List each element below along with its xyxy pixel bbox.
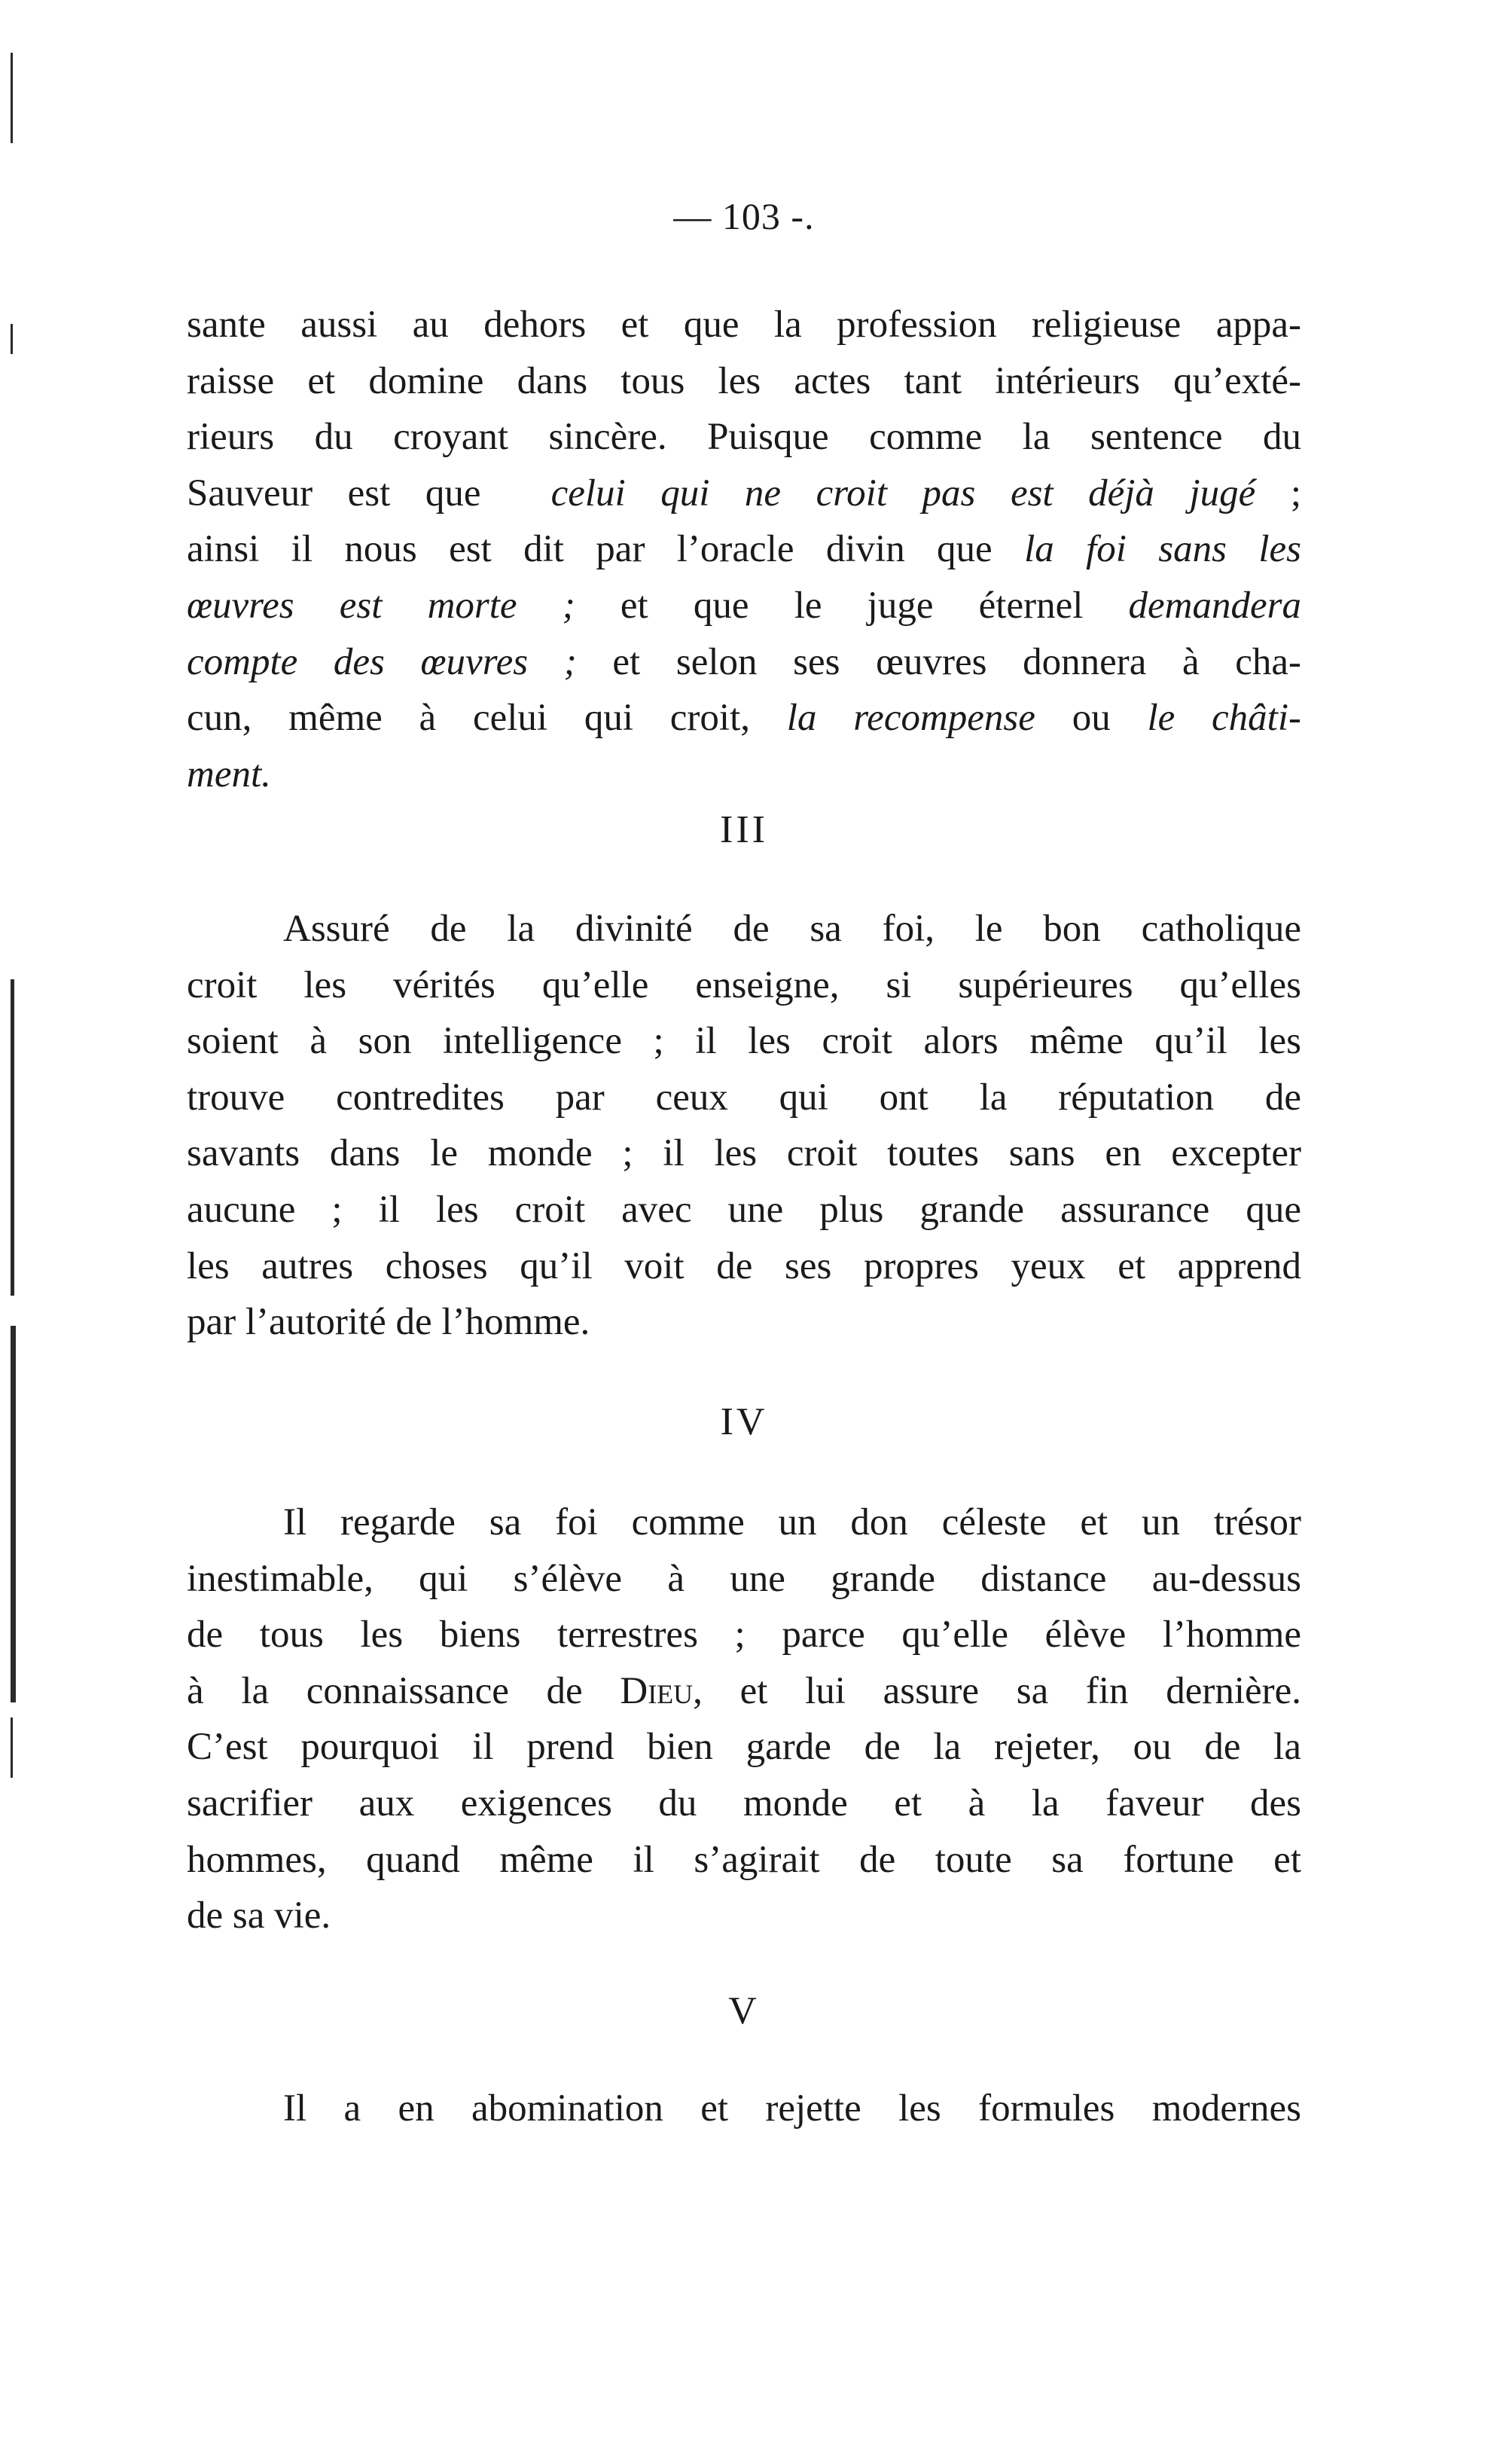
- text-line: compte des œuvres ; et selon ses œuvres donnera à cha-: [187, 640, 1302, 683]
- text-line: soient à son intelligence ; il les croit alors même qu’il les: [187, 1020, 1301, 1063]
- section-iv-paragraph: [187, 1495, 1301, 1944]
- text-line: Sauveur est que celui qui ne croit pas est déjà jugé ;: [187, 472, 1301, 514]
- section-iii-paragraph: [187, 901, 1301, 1351]
- text-line: œuvres est morte ; et que le juge éternel demandera: [187, 584, 1301, 627]
- text-line: rieurs du croyant sincère. Puisque comme la sentence du: [187, 416, 1301, 459]
- text-line: Assuré de la divinité de sa foi, le bon catholique: [283, 908, 1301, 950]
- text-line: trouve contredites par ceux qui ont la réputation de: [187, 1076, 1301, 1119]
- text-line: Il regarde sa foi comme un don céleste et un trésor: [283, 1501, 1301, 1543]
- continuation-paragraph: [187, 297, 1301, 802]
- section-number-iii: III: [720, 808, 768, 851]
- text-line: aucune ; il les croit avec une plus grande assurance que: [187, 1188, 1301, 1231]
- text-line: sacrifier aux exigences du monde et à la faveur des: [187, 1782, 1301, 1824]
- scan-edge-mark: [11, 324, 13, 354]
- text-line: hommes, quand même il s’agirait de toute sa fortune et: [187, 1838, 1301, 1881]
- section-v-paragraph: [187, 2081, 1301, 2137]
- text-line: les autres choses qu’il voit de ses propres yeux et apprend: [187, 1244, 1301, 1287]
- scan-edge-mark: [11, 979, 14, 1296]
- section-number-iv: IV: [720, 1400, 768, 1443]
- text-line: Il a en abomination et rejette les formules modernes: [283, 2087, 1301, 2130]
- text-line: ainsi il nous est dit par l’oracle divin que la foi sans les: [187, 528, 1302, 571]
- text-line: de tous les biens terrestres ; parce qu’elle élève l’homme: [187, 1614, 1301, 1656]
- text-line: par l’autorité de l’homme.: [187, 1301, 590, 1344]
- text-line: inestimable, qui s’élève à une grande distance au-dessus: [187, 1557, 1301, 1600]
- text-line: savants dans le monde ; il les croit toutes sans en excepter: [187, 1132, 1301, 1175]
- text-line: de sa vie.: [187, 1895, 331, 1937]
- text-line: ment.: [187, 753, 271, 795]
- scan-edge-mark: [11, 53, 13, 143]
- section-number-v: V: [728, 1989, 760, 2032]
- page-number: — 103 -.: [673, 195, 815, 237]
- text-line: sante aussi au dehors et que la profession religieuse appa-: [187, 304, 1301, 346]
- text-line: croit les vérités qu’elle enseigne, si supérieures qu’elles: [187, 963, 1301, 1006]
- text-line: C’est pourquoi il prend bien garde de la rejeter, ou de la: [187, 1726, 1301, 1769]
- text-line: à la connaissance de Dieu, et lui assure sa fin dernière.: [187, 1669, 1302, 1712]
- scan-edge-mark: [11, 1717, 13, 1778]
- text-line: raisse et domine dans tous les actes tant intérieurs qu’exté-: [187, 359, 1301, 402]
- text-line: cun, même à celui qui croit, la recompense ou le châti-: [187, 697, 1302, 740]
- scan-edge-mark: [11, 1326, 16, 1702]
